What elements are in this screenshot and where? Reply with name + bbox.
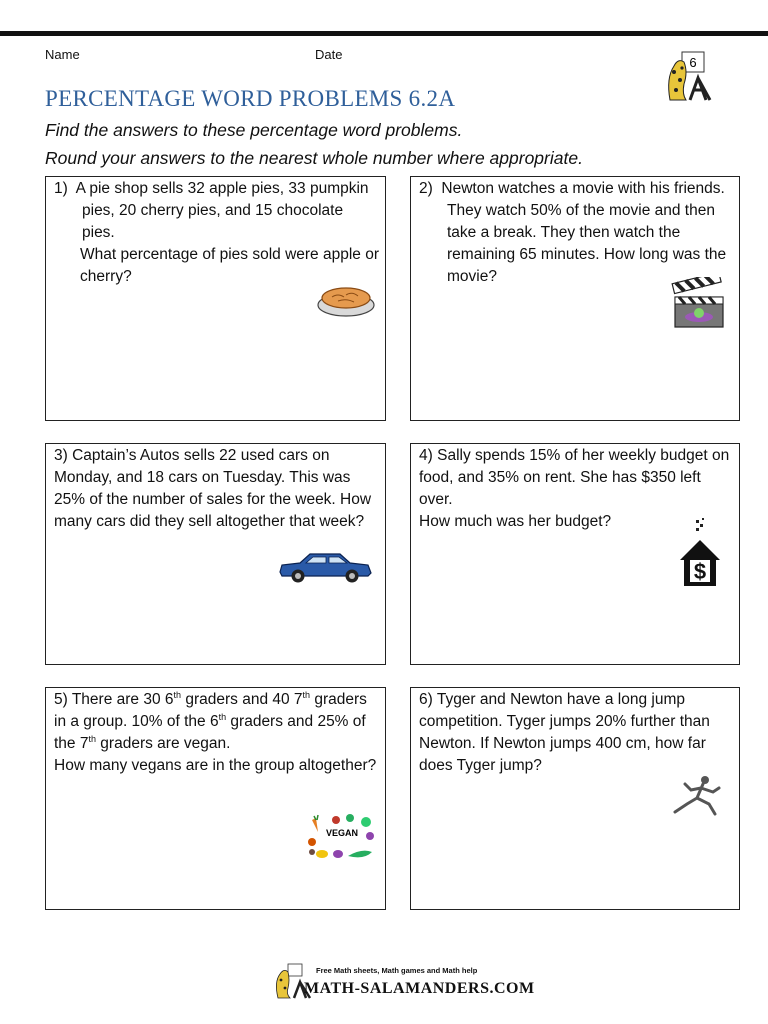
house-dollar-icon xyxy=(676,516,726,588)
ordinal-suffix: th xyxy=(88,733,96,744)
instruction-line-2: Round your answers to the nearest whole number where appropriate. xyxy=(45,148,583,168)
problem-box-5 xyxy=(45,687,386,910)
problem-text: Sally spends 15% of her weekly budget on food, and 35% on rent. She has $350 left over. xyxy=(419,447,730,508)
problem-box-3 xyxy=(45,443,386,665)
problem-question: How much was her budget? xyxy=(419,513,612,530)
footer-tagline: Free Math sheets, Math games and Math help xyxy=(316,966,478,975)
problem-text: graders and 25% of the 7 xyxy=(54,713,366,752)
clapperboard-icon xyxy=(671,277,727,333)
problem-number: 1) xyxy=(54,180,68,197)
runner-icon xyxy=(669,774,721,818)
problem-number: 2) xyxy=(419,180,433,197)
ordinal-suffix: th xyxy=(302,689,311,700)
salamander-logo-icon xyxy=(660,48,724,104)
problem-text: A pie shop sells 32 apple pies, 33 pumpkin pies, 20 cherry pies, and 15 chocolate pies. xyxy=(75,180,369,241)
problem-text: Newton watches a movie with his friends. They watch 50% of the movie and then take a break. They then watch the remaining 65 minutes. How long was the movie? xyxy=(441,180,727,285)
top-rule xyxy=(0,31,768,36)
vegan-vegetables-icon xyxy=(306,812,378,860)
ordinal-suffix: th xyxy=(218,711,227,722)
problem-text: graders are vegan. xyxy=(96,735,231,752)
logo-number: 6 xyxy=(689,55,697,70)
svg-text:$: $ xyxy=(693,559,707,584)
problem-1 xyxy=(54,178,379,288)
vegan-label: VEGAN xyxy=(325,828,359,838)
pie-icon xyxy=(316,281,376,319)
problem-number: 4) xyxy=(419,447,433,464)
problem-5 xyxy=(54,689,379,777)
page-title: PERCENTAGE WORD PROBLEMS 6.2A xyxy=(45,86,456,111)
problem-question: How many vegans are in the group altogether? xyxy=(54,757,377,774)
name-label: Name xyxy=(45,47,80,62)
instruction-line-1: Find the answers to these percentage word problems. xyxy=(45,120,463,140)
date-label: Date xyxy=(315,47,343,62)
problem-number: 3) xyxy=(54,447,68,464)
problem-3 xyxy=(54,445,379,533)
ordinal-suffix: th xyxy=(173,689,182,700)
problem-text: graders in a group. 10% of the 6 xyxy=(54,691,367,730)
problem-box-6 xyxy=(410,687,740,910)
problem-question: What percentage of pies sold were apple or cherry? xyxy=(80,246,379,285)
problem-number: 5) xyxy=(54,691,68,708)
problem-box-1 xyxy=(45,176,386,421)
problem-number: 6) xyxy=(419,691,433,708)
problem-text: Tyger and Newton have a long jump competition. Tyger jumps 20% further than Newton. If Newton jumps 400 cm, how far does Tyger jump? xyxy=(419,691,710,774)
problem-text: There are 30 6 xyxy=(71,691,174,708)
problem-2 xyxy=(419,178,733,288)
problem-box-2 xyxy=(410,176,740,421)
problem-box-4 xyxy=(410,443,740,665)
problem-text: Captain’s Autos sells 22 used cars on Monday, and 18 cars on Tuesday. This was 25% of the number of sales for the week. How many cars did they sell altogether that week? xyxy=(54,447,372,530)
problem-text: graders and 40 7 xyxy=(181,691,303,708)
car-icon xyxy=(276,550,374,584)
problem-6 xyxy=(419,689,733,777)
footer-site-link[interactable]: MATH-SALAMANDERS.COM xyxy=(304,980,535,997)
